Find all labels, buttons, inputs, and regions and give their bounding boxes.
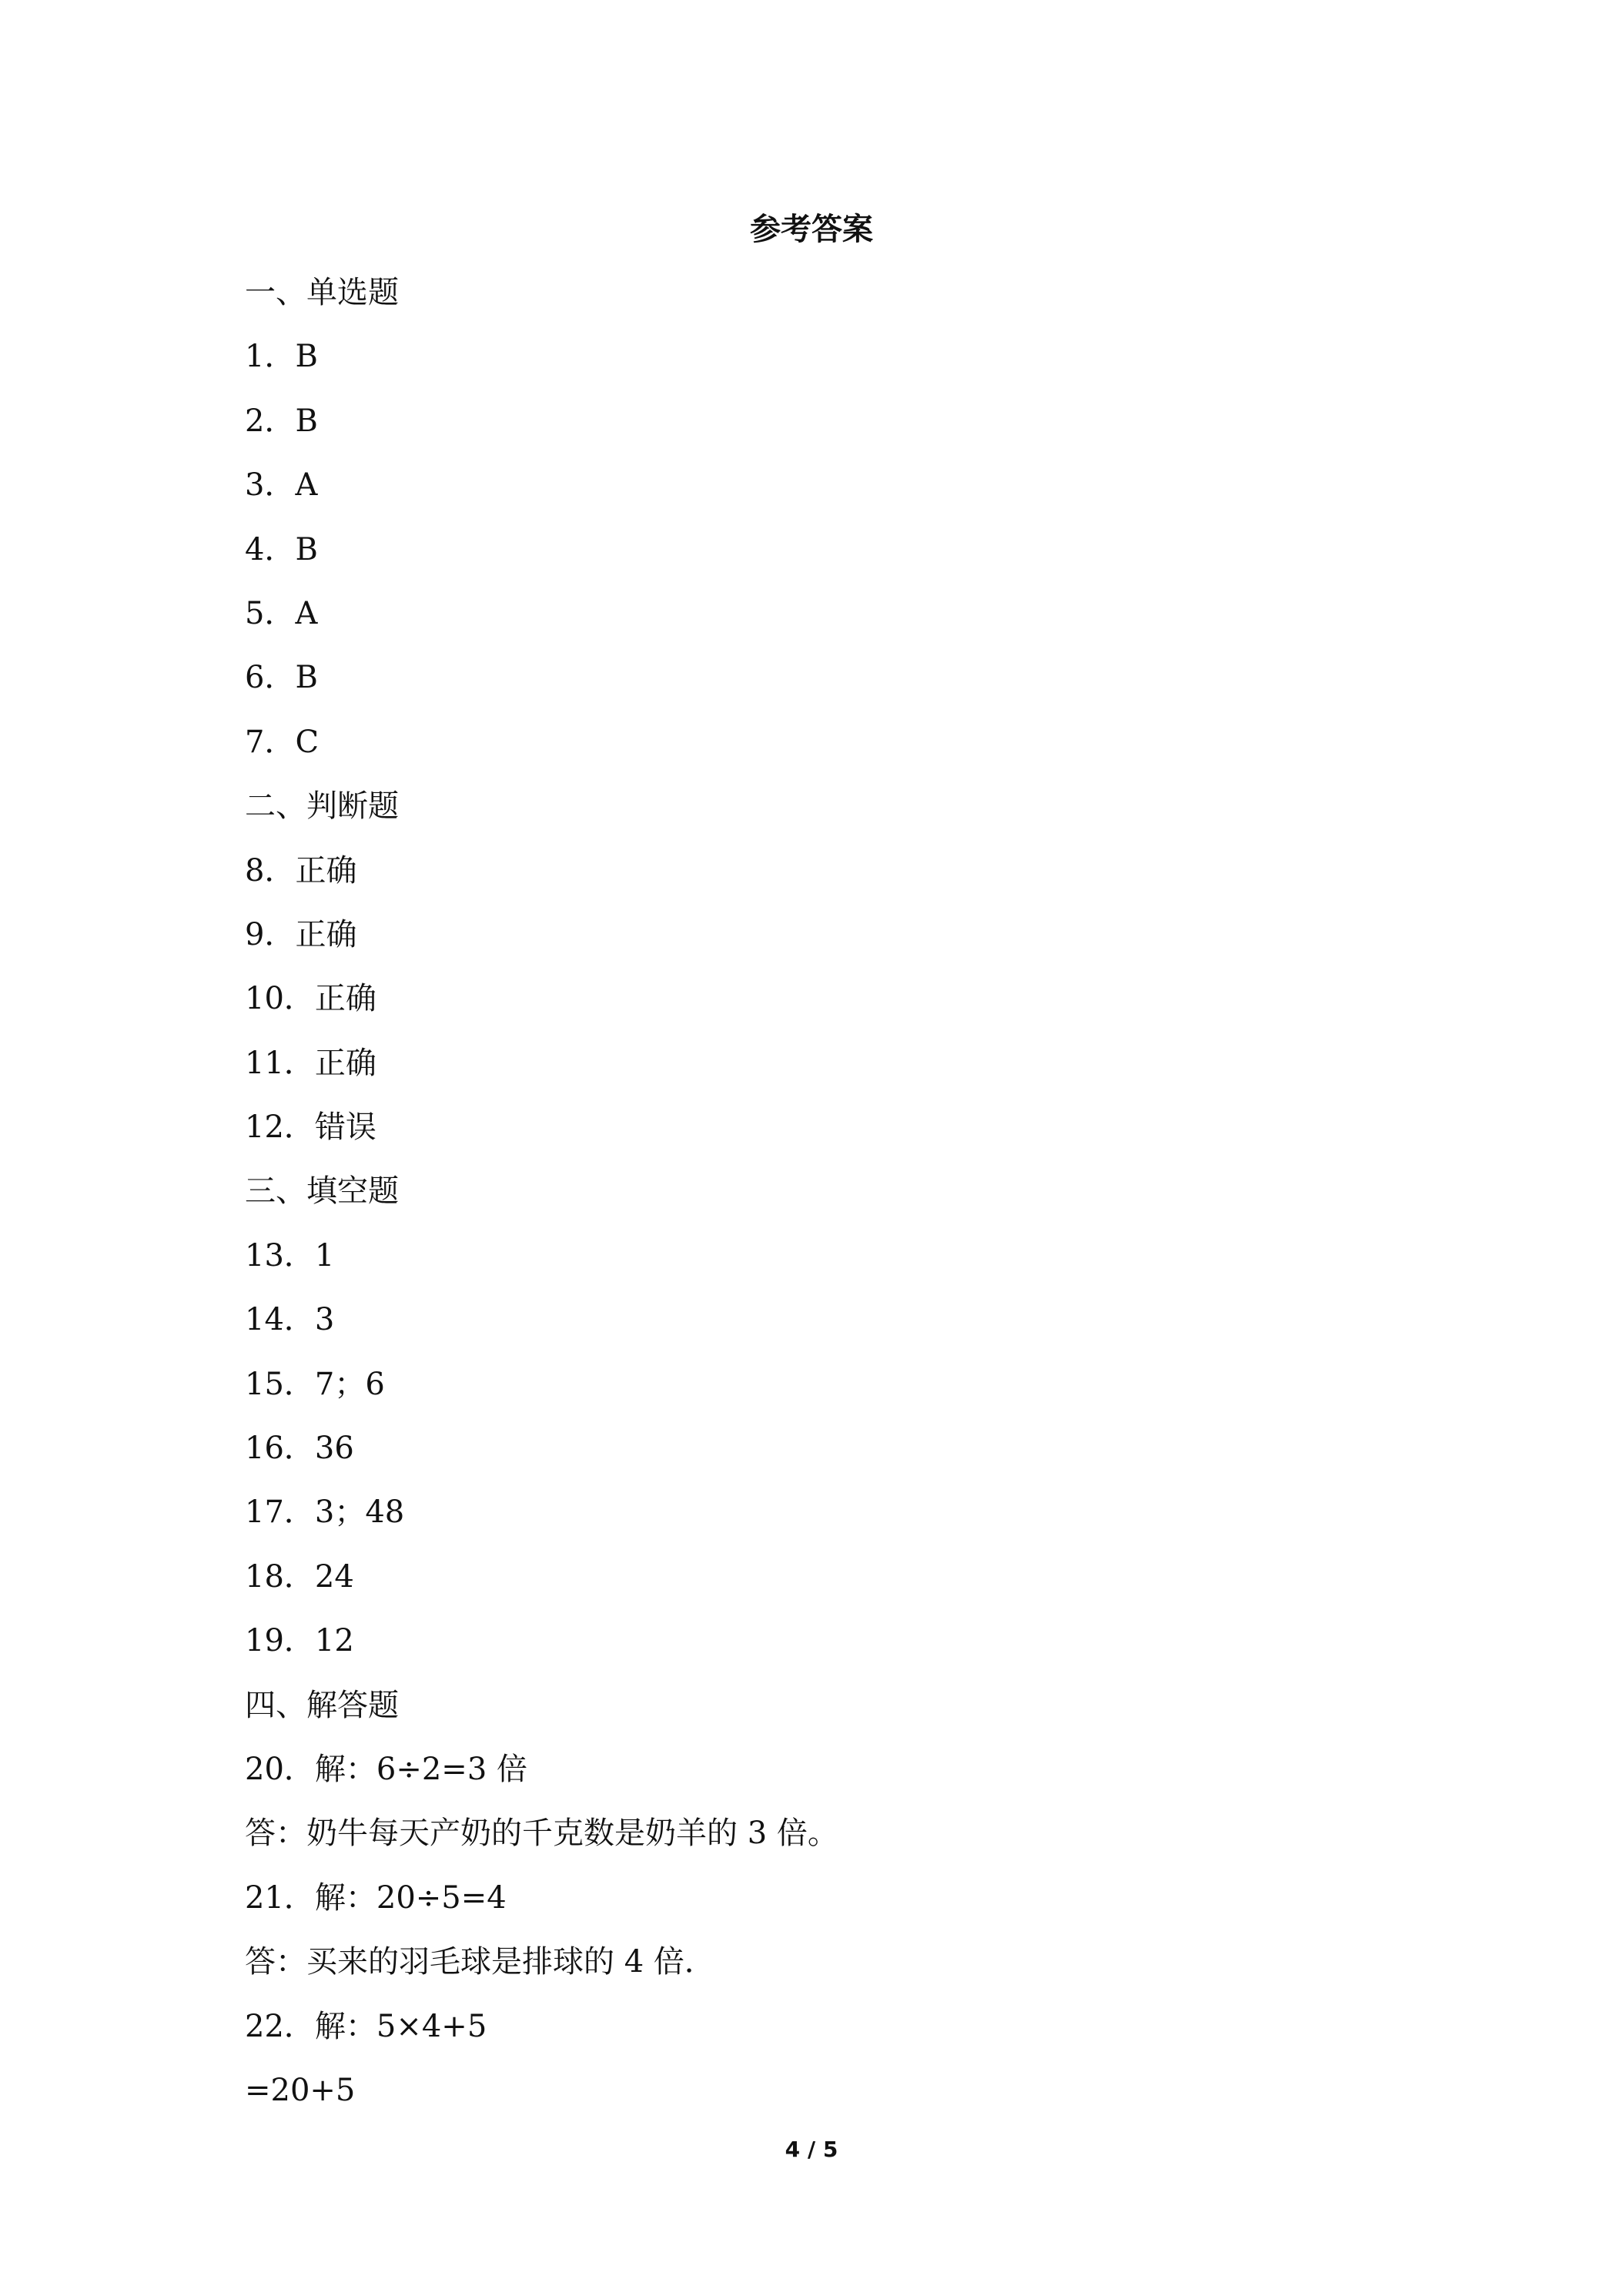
answer-line: 3．A (245, 467, 318, 504)
answer-line: 12．错误 (245, 1110, 376, 1146)
page-title: 参考答案 (750, 212, 873, 247)
answer-line: 19．12 (245, 1623, 354, 1659)
answer-line: 16．36 (245, 1431, 354, 1467)
answer-line: 2．B (245, 403, 318, 439)
solution-answer-line: 答：奶牛每天产奶的千克数是奶羊的 3 倍。 (245, 1816, 838, 1852)
answer-line: 10．正确 (245, 981, 376, 1017)
answer-line: 6．B (245, 660, 318, 696)
solution-line: 20．解：6÷2=3 倍 (245, 1751, 527, 1787)
answer-line: 1．B (245, 339, 318, 375)
section-heading-fill-blank: 三、填空题 (245, 1173, 399, 1210)
section-heading-single-choice: 一、单选题 (245, 275, 399, 310)
answer-line: 4．B (245, 531, 318, 567)
answer-line: 18．24 (245, 1558, 354, 1595)
answer-line: 11．正确 (245, 1045, 376, 1081)
section-heading-true-false: 二、判断题 (245, 788, 399, 825)
answer-line: 15．7；6 (245, 1366, 385, 1402)
section-heading-word-problems: 四、解答题 (245, 1687, 399, 1723)
answer-line: 5．A (245, 595, 318, 631)
answer-line: 9．正确 (245, 916, 357, 952)
solution-line: 21．解：20÷5=4 (245, 1879, 507, 1916)
answer-line: 8．正确 (245, 852, 357, 889)
answer-list (245, 271, 1400, 2133)
answer-line: 13．1 (245, 1237, 335, 1274)
answer-line: 17．3；48 (245, 1494, 405, 1531)
solution-answer-line: 答：买来的羽毛球是排球的 4 倍． (245, 1944, 715, 1980)
page-number: 4 / 5 (785, 2137, 838, 2162)
solution-line: 22．解：5×4+5 (245, 2008, 487, 2044)
answer-line: 7．C (245, 724, 320, 760)
solution-line: =20+5 (245, 2072, 356, 2108)
answer-line: 14．3 (245, 1302, 335, 1338)
